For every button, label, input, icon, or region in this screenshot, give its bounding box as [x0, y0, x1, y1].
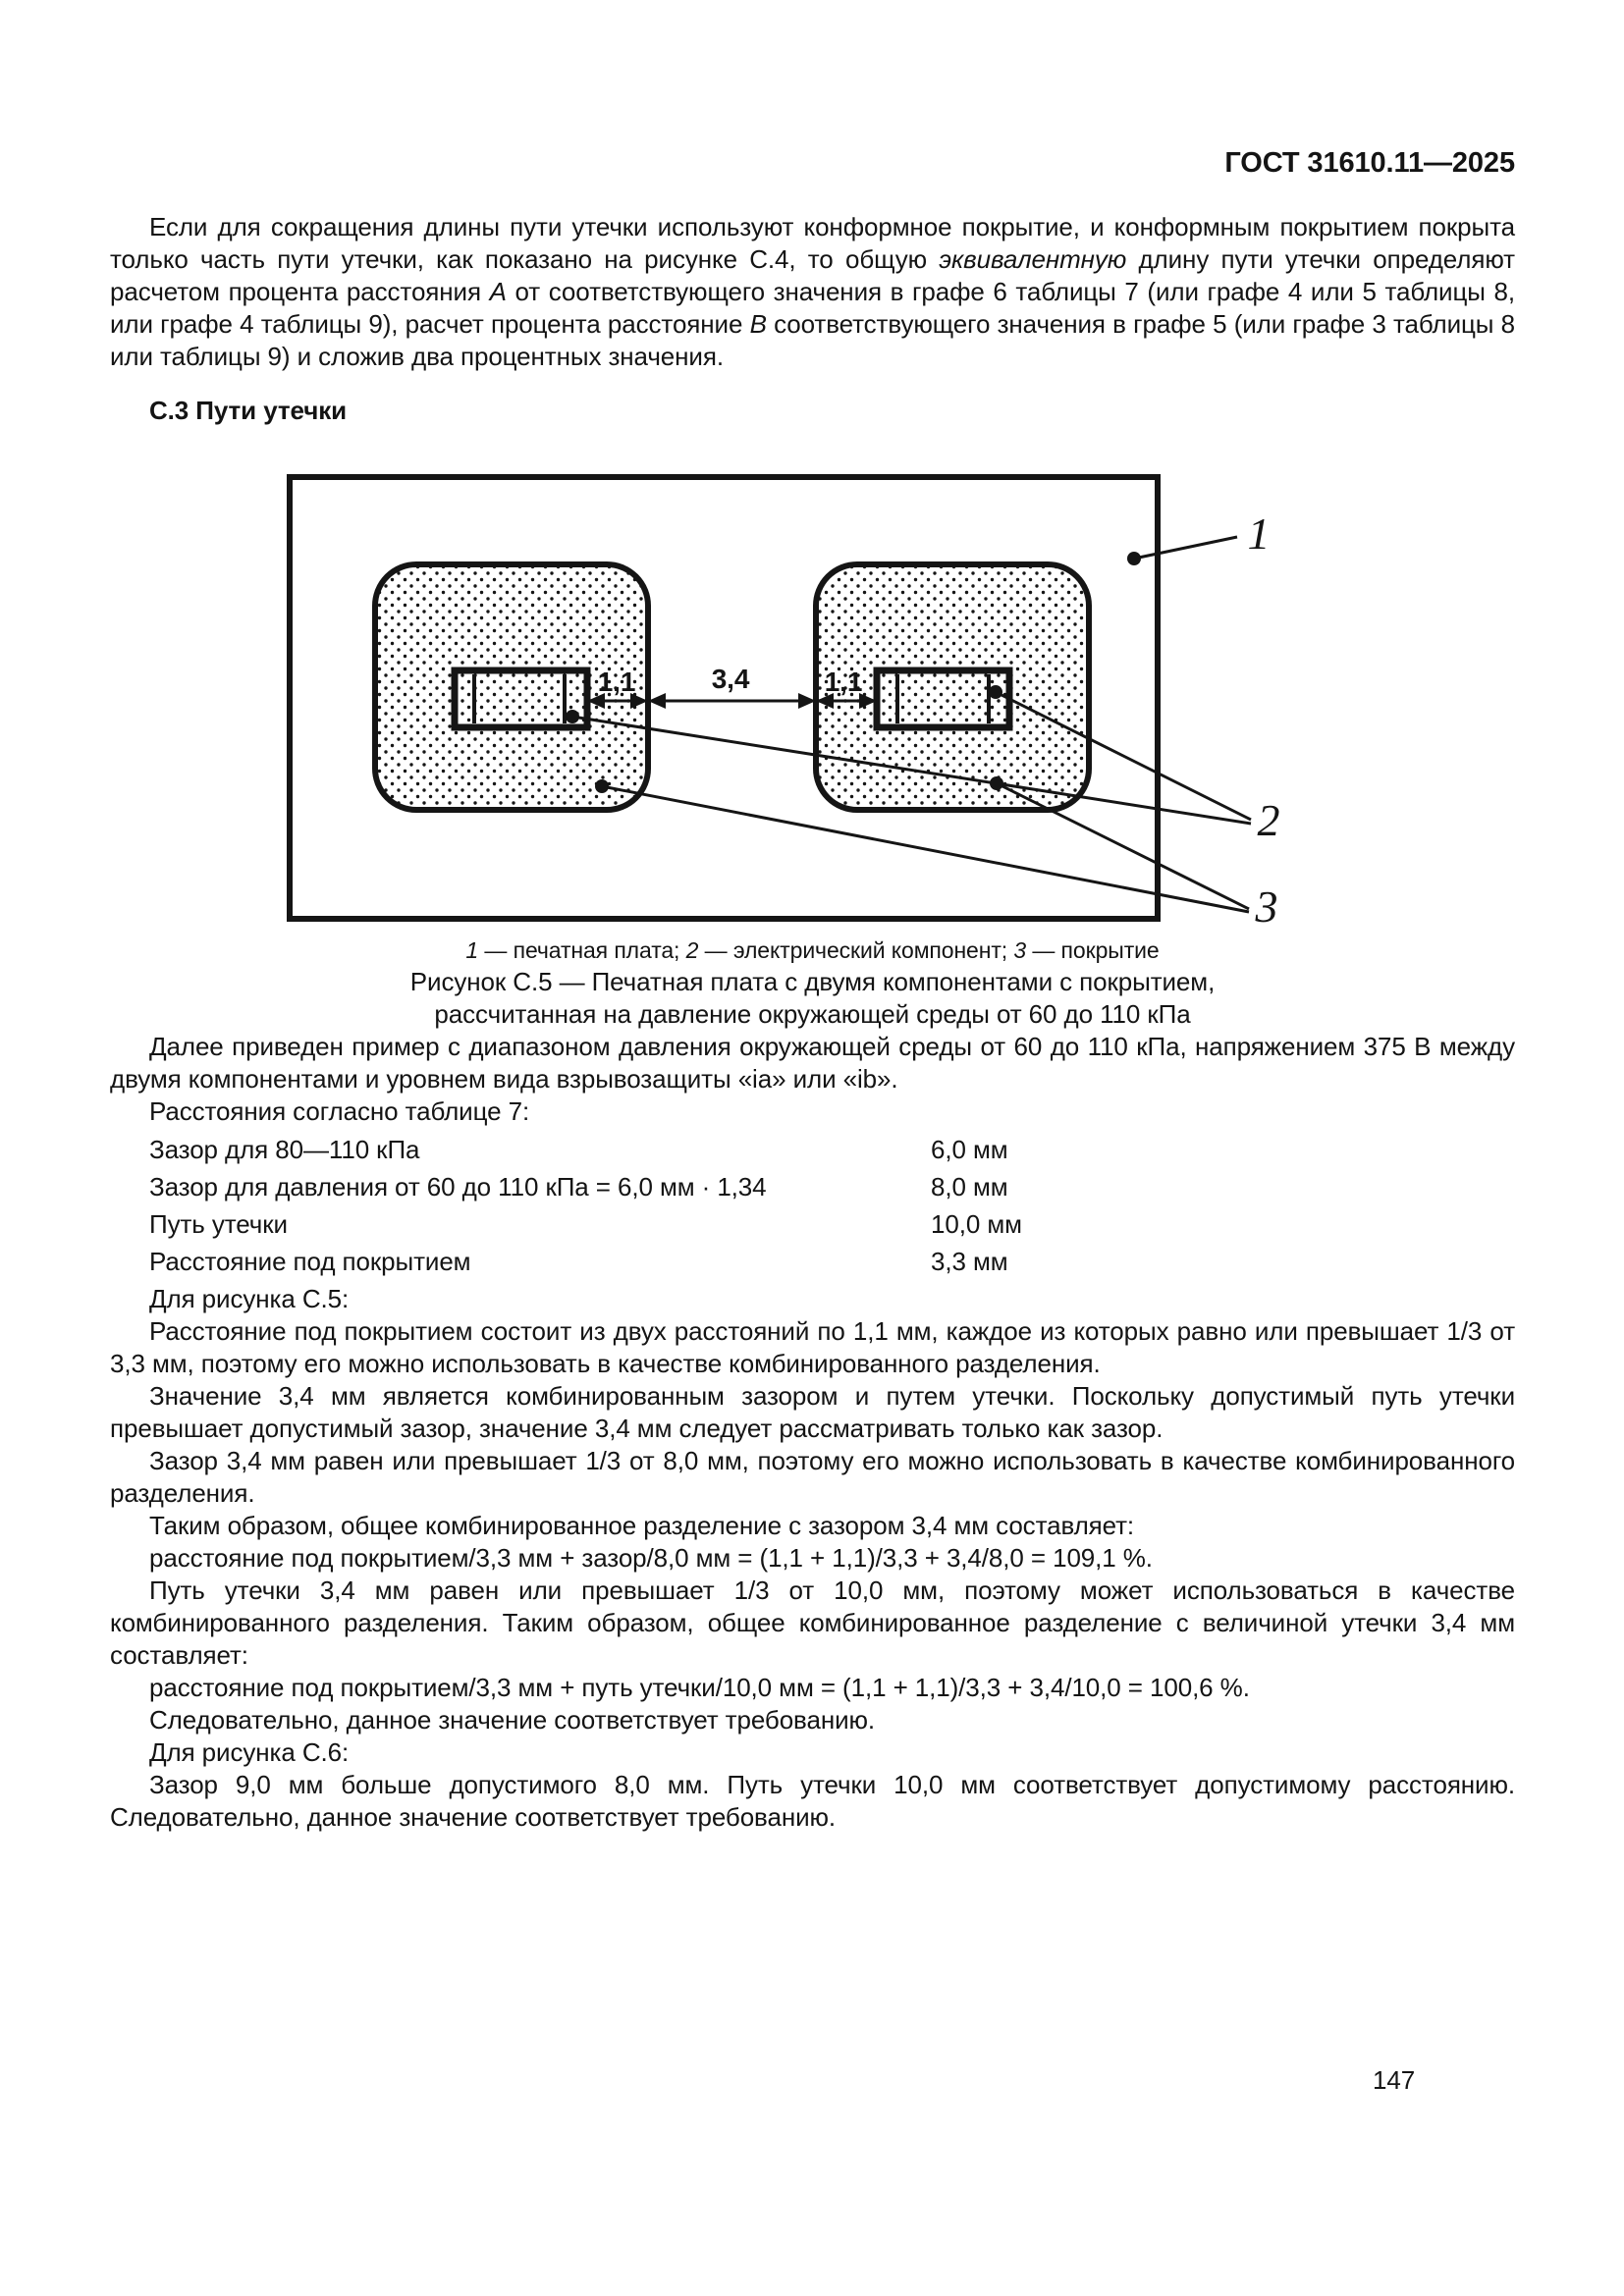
text-segment: Если для сокращения длины пути утечки используют конформное покрытие, и конформным покрытием покрыта только часть пути утечки, как показано на рисунке С.4, то общую — [110, 212, 1515, 274]
text-segment: соответствующего значения в графе 5 (или графе 3 таблицы 8 или таблицы 9) и сложив два процентных значения. — [110, 309, 1515, 371]
paragraph-consequence: Следовательно, данное значение соответствует требованию. — [149, 1705, 876, 1735]
dimension-middle-label: 3,4 — [711, 664, 750, 694]
distance-label: Расстояние под покрытием — [149, 1247, 471, 1276]
paragraph-example: Далее приведен пример с диапазоном давления окружающей среды от 60 до 110 кПа, напряжением 375 В между двумя компонентами и уровнем вида взрывозащиты «ia» или «ib». — [110, 1032, 1515, 1094]
text-segment: В — [749, 309, 767, 339]
section-heading: С.3 Пути утечки — [149, 396, 348, 425]
dimension-right-label: 1,1 — [824, 667, 863, 697]
paragraph-creepage: Путь утечки 3,4 мм равен или превышает 1/3 от 10,0 мм, поэтому может использоваться в качестве комбинированного разделения. Таким образом, общее комбинированное разделение с величиной утечки 3,4 мм составляет: — [110, 1575, 1515, 1670]
distance-label: Путь утечки — [149, 1209, 288, 1239]
list-item — [110, 1246, 1515, 1278]
text-segment: — печатная плата; — [478, 937, 686, 963]
formula-gap: расстояние под покрытием/3,3 мм + зазор/8,0 мм = (1,1 + 1,1)/3,3 + 3,4/8,0 = 109,1 %. — [149, 1543, 1153, 1573]
paragraph-distances-intro: Расстояния согласно таблице 7: — [149, 1096, 530, 1126]
intro-paragraph — [110, 211, 1515, 373]
text-segment: — электрический компонент; — [698, 937, 1014, 963]
text-segment: А — [489, 277, 507, 306]
text-segment: 1 — [465, 937, 479, 963]
paragraph-for-figure-c5: Для рисунка С.5: — [149, 1284, 350, 1313]
distance-value: 6,0 мм — [931, 1135, 1008, 1164]
callout-coating-label: 3 — [1255, 881, 1278, 932]
callout-component-label: 2 — [1257, 795, 1280, 845]
standard-number-header: ГОСТ 31610.11—2025 — [1224, 147, 1515, 179]
page-content — [110, 211, 1515, 1834]
figure-c5-drawing — [287, 474, 1298, 935]
text-segment: от соответствующего значения в графе 6 таблицы 7 (или графе 4 или 5 таблицы 8, или графе 4 таблицы 9), расчет процента расстояние — [110, 277, 1515, 339]
paragraph-thus-gap: Таким образом, общее комбинированное разделение с зазором 3,4 мм составляет: — [149, 1511, 1135, 1540]
paragraph-undercoat-distance: Расстояние под покрытием состоит из двух расстояний по 1,1 мм, каждое из которых равно или превышает 1/3 от 3,3 мм, поэтому его можно использовать в качестве комбинированного разделения. — [110, 1316, 1515, 1378]
figure-title-line2: рассчитанная на давление окружающей среды от 60 до 110 кПа — [434, 999, 1191, 1029]
distance-value: 8,0 мм — [931, 1172, 1008, 1201]
formula-creepage: расстояние под покрытием/3,3 мм + путь утечки/10,0 мм = (1,1 + 1,1)/3,3 + 3,4/10,0 = 100,6 %. — [149, 1673, 1250, 1702]
text-segment: 3 — [1013, 937, 1027, 963]
list-item — [110, 1134, 1515, 1166]
distance-label: Зазор для 80—110 кПа — [149, 1135, 420, 1164]
distance-value: 10,0 мм — [931, 1209, 1022, 1239]
paragraph-value-34: Значение 3,4 мм является комбинированным зазором и путем утечки. Поскольку допустимый путь утечки превышает допустимый зазор, значение 3,4 мм следует рассматривать только как зазор. — [110, 1381, 1515, 1443]
text-segment: — покрытие — [1026, 937, 1160, 963]
figure-legend — [110, 935, 1515, 966]
text-segment: эквивалентную — [939, 244, 1127, 274]
paragraph-figure-c6-text: Зазор 9,0 мм больше допустимого 8,0 мм. Путь утечки 10,0 мм соответствует допустимому расстоянию. Следовательно, данное значение соответствует требованию. — [110, 1770, 1515, 1832]
distance-label: Зазор для давления от 60 до 110 кПа = 6,0 мм · 1,34 — [149, 1172, 767, 1201]
text-segment: 2 — [685, 937, 699, 963]
callout-board-label: 1 — [1247, 508, 1271, 559]
text-segment: длину пути утечки определяют расчетом процента расстояния — [110, 244, 1515, 306]
figure-c5 — [287, 474, 1298, 935]
distance-value: 3,3 мм — [931, 1247, 1008, 1276]
dimension-left-label: 1,1 — [597, 667, 636, 697]
paragraph-gap-34: Зазор 3,4 мм равен или превышает 1/3 от 8,0 мм, поэтому его можно использовать в качестве комбинированного разделения. — [110, 1446, 1515, 1508]
list-item — [110, 1208, 1515, 1241]
page-number: 147 — [1373, 2065, 1416, 2095]
figure-title-line1: Рисунок С.5 — Печатная плата с двумя компонентами с покрытием, — [409, 967, 1216, 996]
list-item — [110, 1171, 1515, 1203]
distance-values-list — [110, 1134, 1515, 1278]
paragraph-for-figure-c6: Для рисунка С.6: — [149, 1737, 350, 1767]
